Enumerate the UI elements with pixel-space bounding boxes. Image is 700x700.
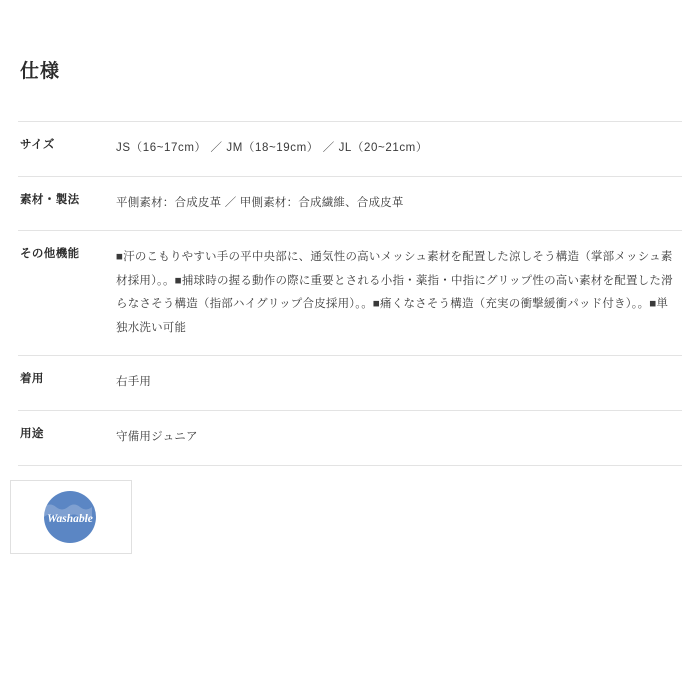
washable-label: Washable (47, 513, 93, 525)
washable-badge-icon (39, 486, 101, 548)
spec-value-size: JS（16~17cm） ／ JM（18~19cm） ／ JL（20~21cm） (116, 142, 428, 154)
table-row (18, 356, 682, 411)
table-row (18, 176, 682, 231)
spec-value-other-features: ■汗のこもりやすい手の平中央部に、通気性の高いメッシュ素材を配置した涼しそう構造（掌部メッシュ素材採用）。。■捕球時の握る動作の際に重要とされる小指・薬指・中指にグリップ性の高い素材を配置した滑らなさそう構造（指部ハイグリップ合皮採用）。。■痛くなさそう構造（充実の衝撃緩衝パッド付き）。。■単独水洗い可能 (116, 251, 673, 334)
spec-label-size: サイズ (20, 139, 55, 151)
washable-badge-box (10, 480, 132, 554)
spec-value-usage: 守備用ジュニア (116, 430, 198, 443)
table-row (18, 122, 682, 177)
spec-label-other-features: その他機能 (20, 248, 80, 261)
table-row (18, 410, 682, 465)
spec-value-wearing: 右手用 (116, 376, 152, 389)
page-title: 仕様 (20, 61, 61, 82)
spec-value-material: 平側素材：合成皮革 ／ 甲側素材：合成繊維、合成皮革 (116, 196, 404, 209)
spec-label-wearing: 着用 (20, 373, 44, 386)
spec-label-usage: 用途 (20, 427, 44, 440)
spec-label-material: 素材・製法 (20, 193, 80, 206)
spec-table (18, 121, 682, 466)
table-row (18, 231, 682, 356)
